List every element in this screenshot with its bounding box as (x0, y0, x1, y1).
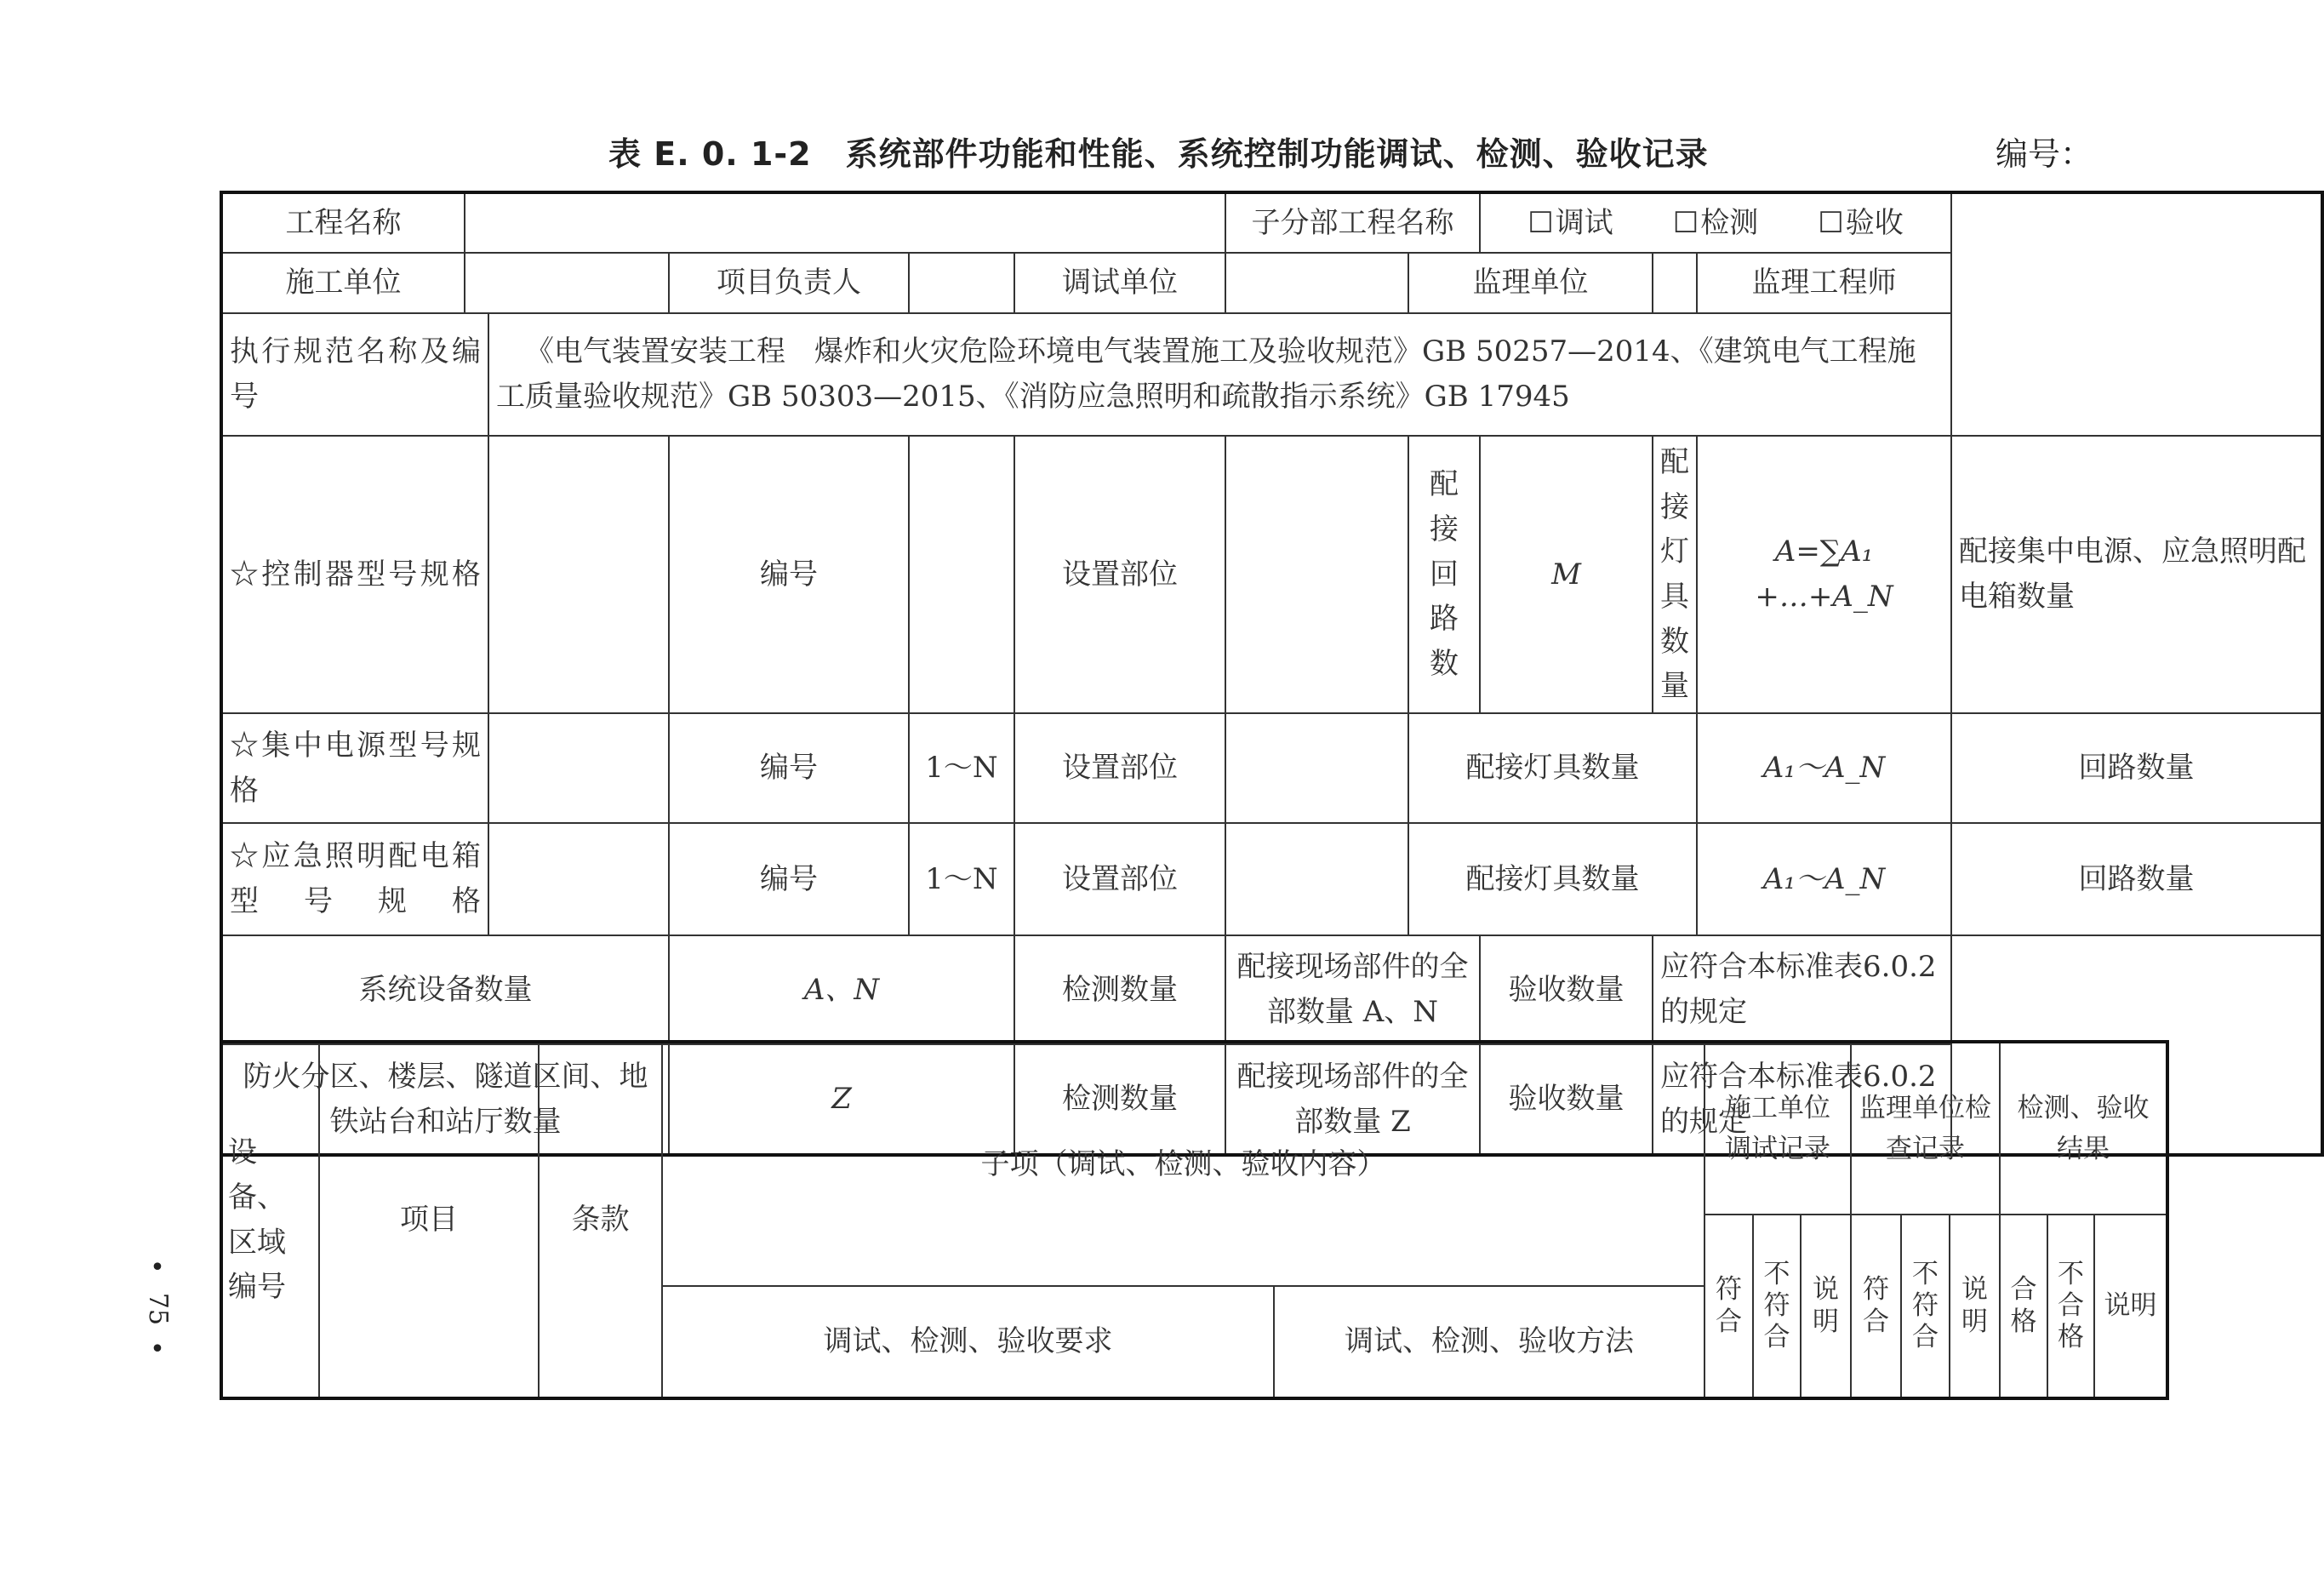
controller-power-label: 配接集中电源、应急照明配电箱数量 (1951, 436, 2322, 713)
central-power-location-label: 设置部位 (1014, 713, 1225, 823)
project-name-value[interactable] (465, 192, 1225, 253)
debug-unit-value[interactable] (1225, 253, 1408, 313)
central-power-lamps-range: A₁～A_N (1697, 713, 1951, 823)
form-title-text: 系统部件功能和性能、系统控制功能调试、检测、验收记录 (845, 135, 1709, 173)
central-power-number-label: 编号 (669, 713, 909, 823)
supervision-explain: 说明 (1950, 1215, 2000, 1398)
supervision-engineer-label: 监理工程师 (1697, 253, 1951, 313)
controller-circuits-label: 配接回路数 (1408, 436, 1480, 713)
formula-line-1: A=∑A₁ (1774, 534, 1874, 569)
distribution-box-lamps-label: 配接灯具数量 (1408, 823, 1697, 935)
check-accept[interactable]: ☐ 验收 (1818, 201, 1903, 246)
page-number: • 75 • (136, 1251, 179, 1367)
zone-accept-value: 应符合本标准表6.0.2的规定 (1653, 1044, 1951, 1155)
construction-record-label: 施工单位调试记录 (1704, 1042, 1851, 1215)
zone-accept-qty-label: 验收数量 (1480, 1044, 1653, 1155)
construction-conform: 符合 (1704, 1215, 1753, 1398)
controller-lamps-label: 配接灯具数量 (1653, 436, 1697, 713)
system-inspect-qty-label: 检测数量 (1014, 935, 1225, 1044)
subitem-label: 子项（调试、检测、验收内容） (662, 1042, 1704, 1286)
central-power-location-value[interactable] (1225, 713, 1408, 823)
distribution-box-location-value[interactable] (1225, 823, 1408, 935)
record-table-bottom (220, 1040, 2169, 1400)
project-leader-label: 项目负责人 (669, 253, 909, 313)
requirement-label: 调试、检测、验收要求 (662, 1286, 1274, 1398)
central-power-range: 1～N (909, 713, 1014, 823)
record-table-top (220, 191, 2324, 1157)
central-power-label: ☆集中电源型号规格 (221, 713, 488, 823)
system-qty-label: 系统设备数量 (221, 935, 669, 1044)
construction-nonconform: 不符合 (1753, 1215, 1801, 1398)
construction-explain: 说明 (1801, 1215, 1851, 1398)
construction-unit-label: 施工单位 (221, 253, 465, 313)
supervision-unit-label: 监理单位 (1408, 253, 1653, 313)
supervision-conform: 符合 (1851, 1215, 1901, 1398)
form-number-label: 编号： (1996, 135, 2093, 173)
form-code: 表 E. 0. 1-2 (608, 135, 812, 173)
distribution-box-label: ☆应急照明配电箱型号规格 (221, 823, 488, 935)
distribution-box-location-label: 设置部位 (1014, 823, 1225, 935)
zone-qty-label: 防火分区、楼层、隧道区间、地铁站台和站厅数量 (221, 1044, 669, 1155)
zone-inspect-qty-label: 检测数量 (1014, 1044, 1225, 1155)
standard-text: 《电气装置安装工程 爆炸和火灾危险环境电气装置施工及验收规范》GB 50257—2014、《建筑电气工程施工质量验收规范》GB 50303—2015、《消防应急照明和疏散指示系统》GB 17945 (488, 313, 1951, 436)
zone-qty-value: Z (669, 1044, 1014, 1155)
controller-label: ☆控制器型号规格 (221, 436, 488, 713)
distribution-box-lamps-range: A₁～A_N (1697, 823, 1951, 935)
system-inspect-value: 配接现场部件的全部数量 A、N (1225, 935, 1480, 1044)
controller-location-label: 设置部位 (1014, 436, 1225, 713)
construction-unit-value[interactable] (465, 253, 669, 313)
result-label: 检测、验收结果 (2000, 1042, 2167, 1215)
system-qty-value: A、N (669, 935, 1014, 1044)
controller-number-label: 编号 (669, 436, 909, 713)
method-label: 调试、检测、验收方法 (1274, 1286, 1704, 1398)
form-title (608, 128, 1709, 174)
central-power-value[interactable] (488, 713, 669, 823)
distribution-box-number-label: 编号 (669, 823, 909, 935)
mode-checkboxes (1480, 192, 1951, 253)
equipment-code-label: 设备、区域编号 (221, 1042, 319, 1398)
check-inspect[interactable]: ☐ 检测 (1673, 201, 1758, 246)
project-name-label: 工程名称 (221, 192, 465, 253)
distribution-box-range: 1～N (909, 823, 1014, 935)
controller-location-value[interactable] (1225, 436, 1408, 713)
debug-unit-label: 调试单位 (1014, 253, 1225, 313)
distribution-box-circuits-label: 回路数量 (1951, 823, 2322, 935)
central-power-lamps-label: 配接灯具数量 (1408, 713, 1697, 823)
sub-project-name-label: 子分部工程名称 (1225, 192, 1480, 253)
check-debug[interactable]: ☐ 调试 (1527, 201, 1613, 246)
project-leader-value[interactable] (909, 253, 1014, 313)
standard-label: 执行规范名称及编号 (221, 313, 488, 436)
supervision-unit-value[interactable] (1653, 253, 1697, 313)
system-accept-value: 应符合本标准表6.0.2的规定 (1653, 935, 1951, 1044)
clause-label: 条款 (539, 1042, 662, 1398)
result-qualified: 合格 (2000, 1215, 2047, 1398)
central-power-circuits-label: 回路数量 (1951, 713, 2322, 823)
result-unqualified: 不合格 (2047, 1215, 2094, 1398)
item-label: 项目 (319, 1042, 539, 1398)
controller-circuits-var: M (1480, 436, 1653, 713)
system-accept-qty-label: 验收数量 (1480, 935, 1653, 1044)
zone-inspect-value: 配接现场部件的全部数量 Z (1225, 1044, 1480, 1155)
supervision-record-label: 监理单位检查记录 (1851, 1042, 2000, 1215)
page-number-value: 75 (143, 1292, 173, 1326)
controller-value[interactable] (488, 436, 669, 713)
controller-formula (1697, 436, 1951, 713)
controller-number-value[interactable] (909, 436, 1014, 713)
distribution-box-value[interactable] (488, 823, 669, 935)
formula-line-2: +…+A_N (1755, 580, 1893, 614)
supervision-nonconform: 不符合 (1901, 1215, 1950, 1398)
result-explain: 说明 (2094, 1215, 2167, 1398)
